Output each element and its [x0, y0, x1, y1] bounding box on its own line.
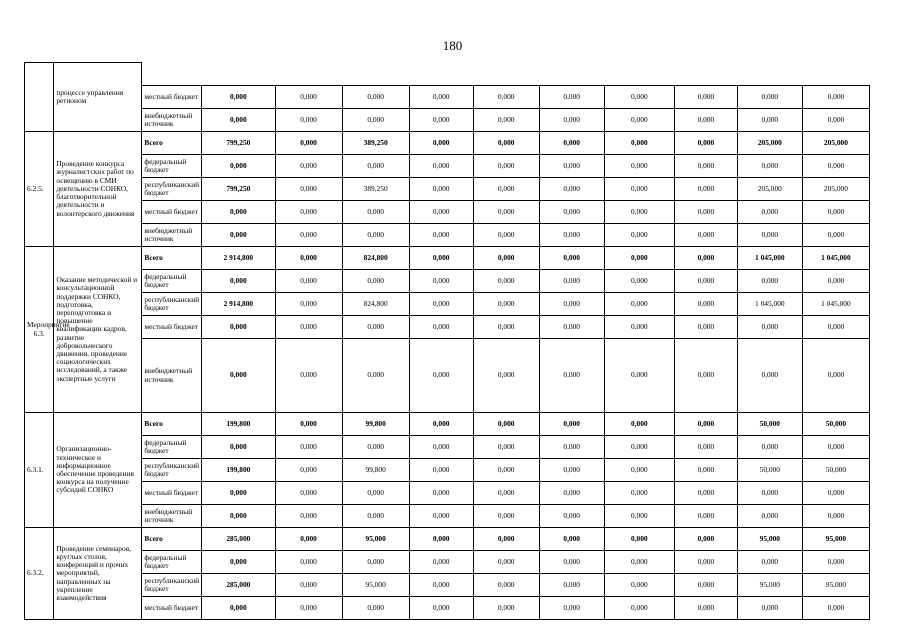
amount-cell: 50,000	[737, 413, 802, 436]
amount-cell: 0,000	[539, 482, 604, 505]
amount-cell: 0,000	[409, 316, 473, 339]
amount-cell: 0,000	[275, 224, 342, 247]
amount-cell: 0,000	[275, 505, 342, 528]
amount-cell: 0,000	[737, 155, 802, 178]
funding-source: местный бюджет	[142, 86, 202, 109]
amount-cell: 0,000	[202, 339, 275, 413]
amount-cell: 0,000	[409, 270, 473, 293]
amount-cell: 99,800	[342, 459, 409, 482]
budget-table	[24, 62, 870, 620]
amount-cell: 0,000	[275, 201, 342, 224]
amount-cell: 0,000	[409, 528, 473, 551]
amount-cell: 0,000	[473, 528, 539, 551]
amount-cell: 0,000	[275, 574, 342, 597]
amount-cell: 0,000	[409, 436, 473, 459]
table-row	[25, 551, 870, 574]
amount-cell: 0,000	[539, 86, 604, 109]
amount-cell: 0,000	[473, 574, 539, 597]
amount-cell: 0,000	[604, 413, 674, 436]
amount-cell: 0,000	[473, 109, 539, 132]
amount-cell: 389,250	[342, 132, 409, 155]
funding-source: местный бюджет	[142, 316, 202, 339]
amount-cell: 0,000	[409, 339, 473, 413]
amount-cell: 0,000	[802, 551, 869, 574]
amount-cell: 0,000	[275, 459, 342, 482]
measure-code: 6.3.2.	[25, 528, 54, 620]
amount-cell: 0,000	[275, 293, 342, 316]
amount-cell: 0,000	[674, 178, 737, 201]
amount-cell: 0,000	[604, 247, 674, 270]
amount-cell: 0,000	[539, 201, 604, 224]
amount-cell: 0,000	[604, 597, 674, 620]
table-row	[25, 132, 870, 155]
amount-cell: 0,000	[674, 155, 737, 178]
funding-source: Всего	[142, 413, 202, 436]
amount-cell: 0,000	[409, 597, 473, 620]
amount-cell: 50,000	[802, 413, 869, 436]
amount-cell: 0,000	[342, 482, 409, 505]
amount-cell: 95,000	[342, 528, 409, 551]
measure-code	[25, 63, 54, 132]
amount-cell: 0,000	[473, 413, 539, 436]
table-row	[25, 201, 870, 224]
amount-cell: 0,000	[604, 155, 674, 178]
amount-cell: 0,000	[202, 224, 275, 247]
funding-source: внебюджетный источник	[142, 339, 202, 413]
amount-cell: 0,000	[539, 339, 604, 413]
amount-cell: 0,000	[737, 339, 802, 413]
amount-cell: 0,000	[737, 505, 802, 528]
table-row	[25, 316, 870, 339]
amount-cell: 1 045,000	[802, 293, 869, 316]
amount-cell: 0,000	[275, 270, 342, 293]
amount-cell: 95,000	[342, 574, 409, 597]
table-row	[25, 224, 870, 247]
amount-cell: 205,000	[802, 178, 869, 201]
amount-cell: 0,000	[342, 505, 409, 528]
amount-cell: 389,250	[342, 178, 409, 201]
amount-cell: 285,000	[202, 528, 275, 551]
amount-cell: 0,000	[409, 459, 473, 482]
amount-cell: 0,000	[802, 270, 869, 293]
amount-cell: 0,000	[604, 224, 674, 247]
amount-cell: 0,000	[674, 413, 737, 436]
amount-cell: 95,000	[802, 574, 869, 597]
amount-cell: 1 045,000	[737, 293, 802, 316]
amount-cell: 0,000	[737, 597, 802, 620]
amount-cell: 0,000	[674, 132, 737, 155]
amount-cell: 0,000	[674, 551, 737, 574]
amount-cell: 0,000	[275, 316, 342, 339]
amount-cell: 0,000	[202, 505, 275, 528]
funding-source: республиканский бюджет	[142, 293, 202, 316]
amount-cell: 0,000	[737, 436, 802, 459]
amount-cell: 0,000	[409, 201, 473, 224]
table-row	[25, 482, 870, 505]
amount-cell: 0,000	[802, 109, 869, 132]
amount-cell: 0,000	[539, 597, 604, 620]
amount-cell: 0,000	[342, 436, 409, 459]
amount-cell: 0,000	[409, 505, 473, 528]
amount-cell: 0,000	[539, 224, 604, 247]
amount-cell: 0,000	[275, 339, 342, 413]
amount-cell: 0,000	[473, 597, 539, 620]
amount-cell: 0,000	[409, 574, 473, 597]
amount-cell: 0,000	[473, 316, 539, 339]
amount-cell: 0,000	[473, 339, 539, 413]
amount-cell: 0,000	[604, 178, 674, 201]
amount-cell: 0,000	[802, 316, 869, 339]
amount-cell: 0,000	[802, 224, 869, 247]
table-row	[25, 528, 870, 551]
amount-cell: 205,000	[737, 178, 802, 201]
funding-source: местный бюджет	[142, 201, 202, 224]
amount-cell: 0,000	[674, 270, 737, 293]
amount-cell: 0,000	[342, 316, 409, 339]
amount-cell: 0,000	[604, 86, 674, 109]
amount-cell: 0,000	[275, 132, 342, 155]
table-row	[25, 109, 870, 132]
amount-cell: 0,000	[539, 551, 604, 574]
amount-cell: 0,000	[802, 339, 869, 413]
amount-cell: 0,000	[737, 86, 802, 109]
amount-cell: 0,000	[409, 109, 473, 132]
amount-cell: 0,000	[604, 505, 674, 528]
measure-name: процессе управления регионом	[54, 63, 142, 132]
amount-cell: 0,000	[539, 574, 604, 597]
amount-cell: 0,000	[604, 270, 674, 293]
amount-cell: 0,000	[737, 224, 802, 247]
amount-cell: 0,000	[275, 247, 342, 270]
amount-cell: 799,250	[202, 178, 275, 201]
amount-cell: 0,000	[674, 459, 737, 482]
amount-cell: 0,000	[539, 109, 604, 132]
table-row	[25, 436, 870, 459]
amount-cell: 0,000	[202, 551, 275, 574]
amount-cell: 0,000	[539, 293, 604, 316]
amount-cell: 0,000	[409, 413, 473, 436]
funding-source: республиканский бюджет	[142, 574, 202, 597]
amount-cell: 0,000	[275, 597, 342, 620]
amount-cell: 0,000	[275, 155, 342, 178]
amount-cell: 0,000	[802, 505, 869, 528]
amount-cell: 0,000	[342, 155, 409, 178]
funding-source: республиканский бюджет	[142, 459, 202, 482]
amount-cell: 0,000	[473, 132, 539, 155]
amount-cell: 0,000	[674, 224, 737, 247]
amount-cell: 0,000	[409, 482, 473, 505]
amount-cell: 0,000	[539, 270, 604, 293]
amount-cell: 0,000	[737, 201, 802, 224]
amount-cell: 0,000	[342, 86, 409, 109]
amount-cell: 0,000	[674, 247, 737, 270]
amount-cell: 0,000	[342, 597, 409, 620]
amount-cell: 0,000	[342, 109, 409, 132]
amount-cell: 199,800	[202, 413, 275, 436]
amount-cell: 99,800	[342, 413, 409, 436]
amount-cell: 0,000	[604, 528, 674, 551]
amount-cell: 0,000	[275, 178, 342, 201]
measure-name: Проведение семинаров, круглых столов, конференций и прочих мероприятий, направленных на укрепление взаимодействия	[54, 528, 142, 620]
amount-cell: 285,000	[202, 574, 275, 597]
amount-cell: 0,000	[539, 528, 604, 551]
amount-cell: 0,000	[202, 86, 275, 109]
amount-cell: 0,000	[539, 436, 604, 459]
amount-cell: 0,000	[473, 155, 539, 178]
funding-source: внебюджетный источник	[142, 224, 202, 247]
funding-source: местный бюджет	[142, 482, 202, 505]
funding-source: Всего	[142, 247, 202, 270]
table-row	[25, 86, 870, 109]
amount-cell: 0,000	[275, 109, 342, 132]
amount-cell: 0,000	[539, 505, 604, 528]
amount-cell: 0,000	[473, 224, 539, 247]
amount-cell: 0,000	[604, 293, 674, 316]
amount-cell: 0,000	[674, 86, 737, 109]
amount-cell: 0,000	[275, 551, 342, 574]
amount-cell: 0,000	[409, 247, 473, 270]
amount-cell: 0,000	[539, 178, 604, 201]
amount-cell: 0,000	[275, 436, 342, 459]
amount-cell: 0,000	[202, 597, 275, 620]
table-row	[25, 155, 870, 178]
amount-cell: 0,000	[409, 293, 473, 316]
amount-cell: 0,000	[604, 574, 674, 597]
amount-cell: 0,000	[737, 482, 802, 505]
amount-cell: 0,000	[674, 293, 737, 316]
amount-cell: 0,000	[473, 86, 539, 109]
amount-cell: 0,000	[275, 86, 342, 109]
amount-cell: 0,000	[202, 201, 275, 224]
amount-cell: 0,000	[674, 597, 737, 620]
amount-cell: 0,000	[342, 551, 409, 574]
funding-source: местный бюджет	[142, 597, 202, 620]
amount-cell: 0,000	[473, 436, 539, 459]
amount-cell: 0,000	[342, 201, 409, 224]
amount-cell: 0,000	[473, 293, 539, 316]
amount-cell: 0,000	[539, 459, 604, 482]
amount-cell: 0,000	[342, 339, 409, 413]
amount-cell: 0,000	[802, 201, 869, 224]
amount-cell: 0,000	[473, 459, 539, 482]
amount-cell: 0,000	[674, 201, 737, 224]
amount-cell: 0,000	[802, 86, 869, 109]
amount-cell: 1 045,000	[802, 247, 869, 270]
table-row	[25, 413, 870, 436]
amount-cell: 0,000	[409, 178, 473, 201]
amount-cell: 0,000	[202, 436, 275, 459]
measure-code: 6.2.5.	[25, 132, 54, 247]
amount-cell: 0,000	[674, 436, 737, 459]
amount-cell: 95,000	[737, 574, 802, 597]
amount-cell: 0,000	[604, 132, 674, 155]
amount-cell: 0,000	[802, 155, 869, 178]
amount-cell: 0,000	[674, 482, 737, 505]
amount-cell: 0,000	[604, 316, 674, 339]
amount-cell: 0,000	[342, 224, 409, 247]
amount-cell: 0,000	[802, 482, 869, 505]
amount-cell: 0,000	[473, 551, 539, 574]
amount-cell: 205,000	[802, 132, 869, 155]
amount-cell: 1 045,000	[737, 247, 802, 270]
amount-cell: 0,000	[473, 270, 539, 293]
amount-cell: 0,000	[674, 339, 737, 413]
table-row	[25, 293, 870, 316]
amount-cell: 95,000	[737, 528, 802, 551]
amount-cell: 824,800	[342, 247, 409, 270]
amount-cell: 50,000	[737, 459, 802, 482]
amount-cell: 0,000	[409, 551, 473, 574]
table-row	[25, 63, 870, 86]
amount-cell: 0,000	[202, 482, 275, 505]
table-row	[25, 178, 870, 201]
amount-cell: 0,000	[539, 155, 604, 178]
funding-source: федеральный бюджет	[142, 155, 202, 178]
table-row	[25, 247, 870, 270]
amount-cell: 0,000	[275, 413, 342, 436]
measure-name: Проведение конкурса журналистских работ по освещению в СМИ деятельности СОНКО, благотворительной деятельности и волонтерского движения	[54, 132, 142, 247]
funding-source: федеральный бюджет	[142, 436, 202, 459]
amount-cell: 0,000	[202, 270, 275, 293]
amount-cell: 0,000	[342, 270, 409, 293]
amount-cell: 0,000	[409, 155, 473, 178]
amount-cell: 0,000	[802, 436, 869, 459]
amount-cell: 0,000	[473, 178, 539, 201]
amount-cell: 0,000	[275, 528, 342, 551]
funding-source: Всего	[142, 528, 202, 551]
amount-cell: 0,000	[539, 316, 604, 339]
amount-cell: 2 914,800	[202, 247, 275, 270]
amount-cell: 2 914,800	[202, 293, 275, 316]
amount-cell: 0,000	[737, 109, 802, 132]
amount-cell: 0,000	[539, 132, 604, 155]
table-row	[25, 574, 870, 597]
amount-cell: 824,800	[342, 293, 409, 316]
measure-code: Мероприятие 6.3.	[25, 247, 54, 413]
measure-name: Организационно-техническое и информационное обеспечение проведения конкурса на получение субсидий СОНКО	[54, 413, 142, 528]
amount-cell: 0,000	[409, 132, 473, 155]
amount-cell: 199,800	[202, 459, 275, 482]
amount-cell: 50,000	[802, 459, 869, 482]
funding-source: федеральный бюджет	[142, 270, 202, 293]
measure-code: 6.3.1.	[25, 413, 54, 528]
amount-cell: 0,000	[202, 316, 275, 339]
funding-source: республиканский бюджет	[142, 178, 202, 201]
amount-cell: 0,000	[409, 224, 473, 247]
table-row	[25, 597, 870, 620]
table-row	[25, 270, 870, 293]
amount-cell: 0,000	[674, 574, 737, 597]
amount-cell: 0,000	[674, 316, 737, 339]
amount-cell: 0,000	[202, 155, 275, 178]
table-row	[25, 339, 870, 413]
amount-cell: 0,000	[604, 339, 674, 413]
amount-cell: 0,000	[539, 413, 604, 436]
amount-cell: 0,000	[604, 551, 674, 574]
amount-cell: 0,000	[473, 201, 539, 224]
table-row	[25, 505, 870, 528]
amount-cell: 0,000	[737, 270, 802, 293]
amount-cell: 0,000	[604, 109, 674, 132]
funding-source: федеральный бюджет	[142, 551, 202, 574]
amount-cell: 799,250	[202, 132, 275, 155]
amount-cell: 0,000	[604, 482, 674, 505]
amount-cell: 0,000	[674, 109, 737, 132]
amount-cell: 0,000	[604, 201, 674, 224]
amount-cell: 0,000	[409, 86, 473, 109]
amount-cell: 0,000	[604, 436, 674, 459]
amount-cell: 0,000	[539, 247, 604, 270]
amount-cell: 0,000	[473, 505, 539, 528]
amount-cell: 0,000	[802, 597, 869, 620]
amount-cell: 95,000	[802, 528, 869, 551]
amount-cell: 0,000	[737, 551, 802, 574]
page-number: 180	[442, 38, 463, 53]
amount-cell: 205,000	[737, 132, 802, 155]
measure-name: Оказание методической и консультационной поддержки СОНКО, подготовка, переподготовка и повышение квалификации кадров, развитие добровольческого движения, проведение социологических исследований, а также экспертные услуги	[54, 247, 142, 413]
funding-source: Всего	[142, 132, 202, 155]
amount-cell: 0,000	[202, 109, 275, 132]
amount-cell: 0,000	[674, 528, 737, 551]
amount-cell: 0,000	[473, 247, 539, 270]
amount-cell: 0,000	[674, 505, 737, 528]
funding-source: внебюджетный источник	[142, 505, 202, 528]
amount-cell: 0,000	[737, 316, 802, 339]
amount-cell: 0,000	[473, 482, 539, 505]
amount-cell: 0,000	[275, 482, 342, 505]
table-row	[25, 459, 870, 482]
funding-source: внебюджетный источник	[142, 109, 202, 132]
amount-cell: 0,000	[604, 459, 674, 482]
